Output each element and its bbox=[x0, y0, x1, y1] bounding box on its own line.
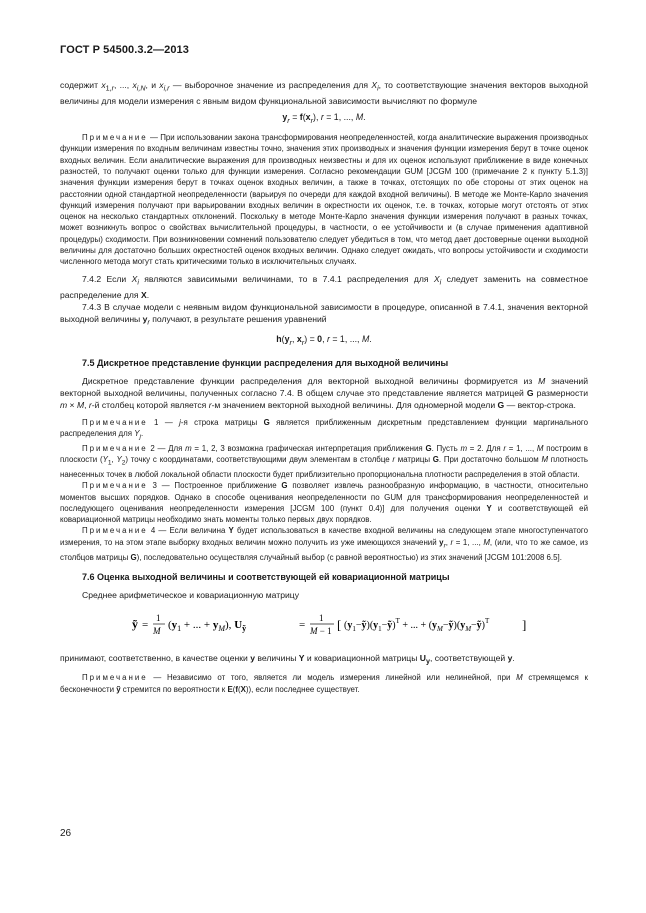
svg-text:=: = bbox=[142, 619, 149, 632]
svg-text:]: ] bbox=[522, 617, 527, 633]
para-743: 7.4.3 В случае модели с неявным видом функциональной зависимости в процедуре, описанной в 7.4.1, значения векторной выходной величины $y_r$ получают, в результате решения уравнений bbox=[60, 301, 588, 327]
formula-implicit: $h(y_r$, $x_r) = 0$, r = 1, ..., M. bbox=[276, 333, 372, 347]
formula-mean-covariance bbox=[60, 609, 588, 643]
para-742: 7.4.2 Если $X_i$ являются зависимыми величинами, то в 7.4.1 распределения для $X_i$ следует заменить на совместное распределение для X. bbox=[60, 273, 588, 300]
note-2: Примечание 2 — Для m = 1, 2, 3 возможна графическая интерпретация приближения G. Пусть m = 2. Для r = 1, ..., M построим в плоскости ($Y_1$, $Y_2$) точку с координатами, соответствующими двум элементам в столбце r матрицы G. При достаточно большом M плотность нанесенных точек в любой локальной области плоскости будет приблизительно пропорциональна плотности распределения в этой области. bbox=[60, 443, 589, 479]
para-75: Дискретное представление функции распределения для векторной выходной величины формируется из M значений векторной выходной величины, полученных согласно 7.4. В общем случае это представление является матрицей G размерности m × M, r-й столбец которой является r-м значением векторной выходной величины. Для одномерной модели G — вектор-строка. bbox=[60, 376, 589, 411]
note-4: Примечание 4 — Если величина Y будет использоваться в качестве входной величины на следующем этапе многоступенчатого измерения, то на этом этапе выборку входных величин можно получить из уже имеющихся значений $y_r$, r = 1, ..., M, (или, что то же самое, из столбцов матрицы G), последовательно осуществляя случайный выбор (с равной вероятностью) из этих значений [JCGM 101:2008 6.5]. bbox=[60, 526, 588, 562]
svg-text:(y1−ỹ)(y1−ỹ)T + ... + (yM−ỹ)(y: $(y_1-ỹ)(y_1-ỹ)^T$ + ... + $(y_M-ỹ)(y_M-ỹ)^T$ bbox=[344, 617, 490, 634]
page-number: 26 bbox=[60, 828, 72, 839]
note-last: Примечание — Независимо от того, является ли модель измерения линейной или нелинейной, при M стремящемся к бесконечности ỹ стремится по вероятности к E(f(X)), если последнее существует. bbox=[60, 673, 588, 694]
svg-text:[: [ bbox=[337, 617, 342, 633]
note-1: Примечание 1 — j-я строка матрицы G является приближенным дискретным представлением функции маргинального распределения для $Y_j$. bbox=[60, 417, 588, 441]
section-heading-7-5: 7.5 Дискретное представление функции распределения для выходной величины bbox=[82, 357, 449, 368]
section-heading-7-6: 7.6 Оценка выходной величины и соответствующей ей ковариационной матрицы bbox=[82, 571, 450, 582]
page-content bbox=[60, 79, 588, 695]
note-transform: Примечание — При использовании закона трансформирования неопределенностей, когда аналитические выражения производных функции измерения по входным величинам известны точно, значения этих производных и значения функции измерения берут в точке оценок входных величин. Если аналитические выражения для производных неизвестны и для их оценок используют приближение в виде конечных разностей, то получают оценки только для функции измерения. Согласно рекомендации GUM [JCGM 100 (примечание 2 к пункту 5.1.3)] значения функции измерения берут в точках оценок входных величин, а также в точках, отстоящих по обе стороны от этих оценок на расстоянии одной стандартной неопределенности (варьируя по очереди для каждой входной величины). В методе же Монте-Карло значения функций измерения получают при варьировании входных величин в окрестности их оценок, т.е. в точках, которые могут отстоять от этих оценок на несколько стандартных отклонений. Поскольку в методе Монте-Карло значения функции измерения получают в разных точках, может возникнуть вопрос о свойствах вычислительной процедуры, в частности, о ее устойчивости и (в случае применения адаптивной процедуры) сходимости. При возникновении сомнений пользователю следует убедиться в том, что метод дает достоверные оценки выходной величины для достаточно больших окрестностей оценок входных величин. Однако следует ожидать, что вопросы устойчивости и сходимости численного метода могут стать критическими только в исключительных случаях. bbox=[60, 133, 588, 267]
note-3: Примечание 3 — Построенное приближение G позволяет извлечь разнообразную информацию, в частности, относительно моментов высших порядков. Однако в способе оценивания неопределенности по GUM для трансформирования неопределенностей и последующего оценивания неопределенности измерения [JCGM 100 (пункт 0.4)] для получения оценки Y и соответствующей ей ковариационной матрицы необходимо знать моменты только первых двух порядков. bbox=[60, 481, 588, 525]
svg-text:ỹ: ỹ bbox=[132, 617, 138, 632]
para-76b: принимают, соответственно, в качестве оценки y величины Y и ковариационной матрицы $U_y$, соответствующей y. bbox=[60, 652, 515, 666]
svg-text:M − 1: M − 1 bbox=[310, 626, 332, 637]
svg-text:(y1 + ... + yM), Uỹ: ($y_1$ + ... + $y_M$), $U_ỹ$ bbox=[168, 619, 247, 634]
para-76: Среднее арифметическое и ковариационную матрицу bbox=[82, 590, 299, 601]
document-header: ГОСТ Р 54500.3.2—2013 bbox=[60, 44, 189, 56]
mean-covariance-formula-svg bbox=[114, 609, 534, 639]
svg-text:M: M bbox=[153, 626, 161, 637]
svg-text:=: = bbox=[299, 619, 306, 632]
para-intro: содержит $x_{1,r}$, ..., $x_{i,N}$, и $x_{i,r}$ — выборочное значение из распределения для $X_i$, то соответствующие значения векторов выходной величины для модели измерения с явным видом функциональной зависимости вычисляют по формуле bbox=[60, 80, 588, 106]
formula-explicit: $y_r = f(x_r)$, r = 1, ..., M. bbox=[282, 112, 366, 125]
svg-text:1: 1 bbox=[319, 613, 324, 624]
svg-text:1: 1 bbox=[156, 613, 161, 624]
